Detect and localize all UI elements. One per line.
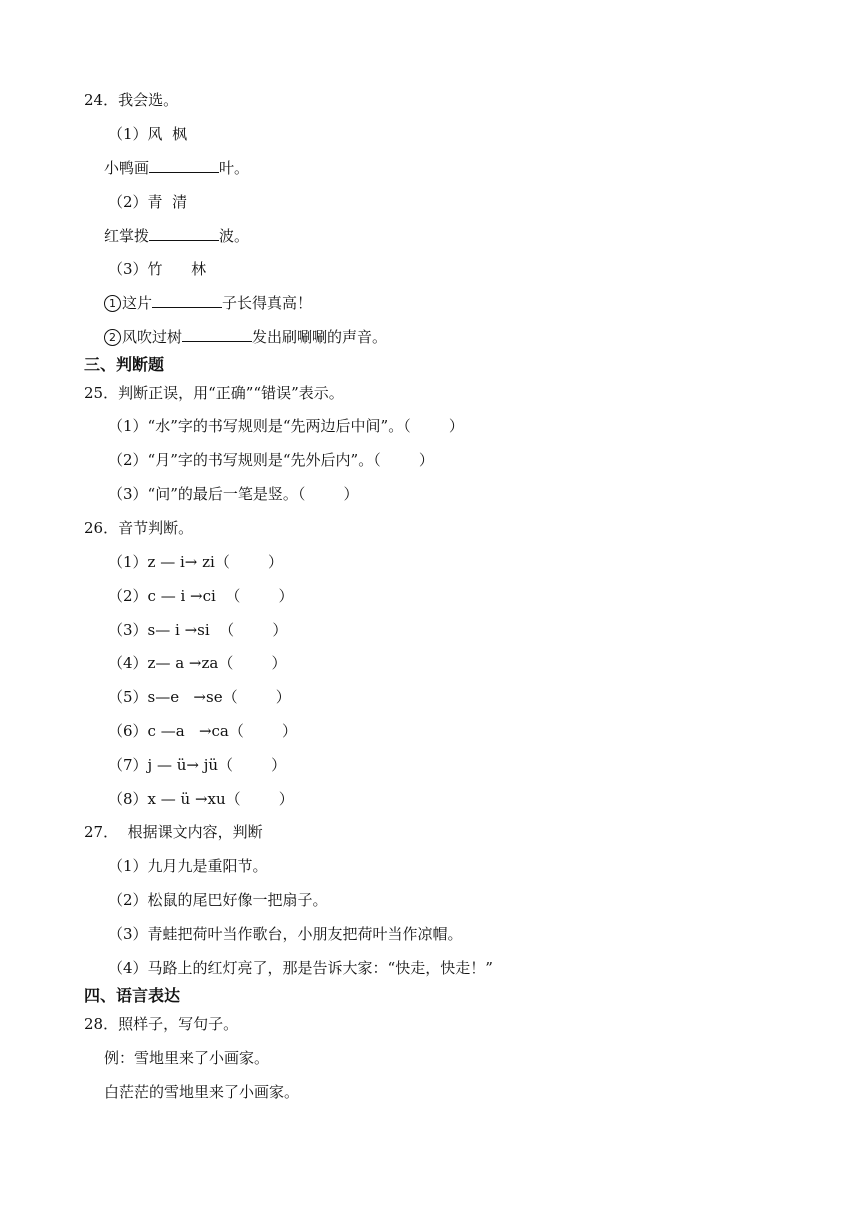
q27-item: （2）松鼠的尾巴好像一把扇子。 xyxy=(108,891,328,909)
fill-blank[interactable] xyxy=(152,293,222,308)
q27-item: （1）九月九是重阳节。 xyxy=(108,857,268,875)
circled-number: 2 xyxy=(104,329,121,346)
q24-part1-sentence xyxy=(104,158,249,178)
circled-number: 1 xyxy=(104,295,121,312)
q26-item: （7）j — ü→ jü（ ） xyxy=(108,756,287,774)
q26-item: （3）s— i →si （ ） xyxy=(108,621,288,639)
section-heading-3: 三、判断题 xyxy=(84,355,165,374)
fill-blank[interactable] xyxy=(182,327,252,342)
q24-part3a-before: 这片 xyxy=(122,294,153,312)
q24-part3b-before: 风吹过树 xyxy=(122,328,183,346)
q26-item: （6）c —a →ca（ ） xyxy=(108,722,298,740)
q24-part2-sentence xyxy=(104,226,249,246)
q24-part3a-after: 子长得真高！ xyxy=(222,294,313,312)
q24-part3-sentence-b xyxy=(104,327,387,347)
q26-title: 26．音节判断。 xyxy=(84,519,194,537)
q24-part2-after: 波。 xyxy=(219,227,250,245)
q24-part3b-after: 发出刷唰唰的声音。 xyxy=(252,328,388,346)
q26-item: （5）s—e →se（ ） xyxy=(108,688,291,706)
q25-item: （2）“月”字的书写规则是“先外后内”。（ ） xyxy=(108,451,434,469)
section-heading-4: 四、语言表达 xyxy=(84,986,181,1005)
q25-item: （1）“水”字的书写规则是“先两边后中间”。（ ） xyxy=(108,417,464,435)
q28-example-expanded: 白茫茫的雪地里来了小画家。 xyxy=(104,1083,300,1101)
q24-part1-options: （1）风 枫 xyxy=(108,125,188,143)
q27-item: （4）马路上的红灯亮了，那是告诉大家：“快走，快走！” xyxy=(108,959,493,977)
q24-part3-sentence-a xyxy=(104,293,312,313)
q28-example: 例：雪地里来了小画家。 xyxy=(104,1049,270,1067)
q26-item: （8）x — ü →xu（ ） xyxy=(108,790,294,808)
q26-item: （2）c — i →ci （ ） xyxy=(108,587,294,605)
q26-item: （4）z— a →za（ ） xyxy=(108,654,287,672)
q24-part2-before: 红掌拨 xyxy=(104,227,150,245)
q25-item: （3）“问”的最后一笔是竖。（ ） xyxy=(108,485,359,503)
q25-title: 25．判断正误，用“正确”“错误”表示。 xyxy=(84,384,344,402)
q24-title: 24．我会选。 xyxy=(84,91,179,109)
fill-blank[interactable] xyxy=(149,158,219,173)
q24-part1-before: 小鸭画 xyxy=(104,159,150,177)
q24-part2-options: （2）青 清 xyxy=(108,193,188,211)
q24-part1-after: 叶。 xyxy=(219,159,250,177)
q24-part3-options: （3）竹 林 xyxy=(108,260,207,278)
q28-title: 28．照样子，写句子。 xyxy=(84,1015,239,1033)
q26-item: （1）z — i→ zi（ ） xyxy=(108,553,283,571)
fill-blank[interactable] xyxy=(149,226,219,241)
q27-item: （3）青蛙把荷叶当作歌台，小朋友把荷叶当作凉帽。 xyxy=(108,925,463,943)
q27-title: 27． 根据课文内容，判断 xyxy=(84,823,263,841)
